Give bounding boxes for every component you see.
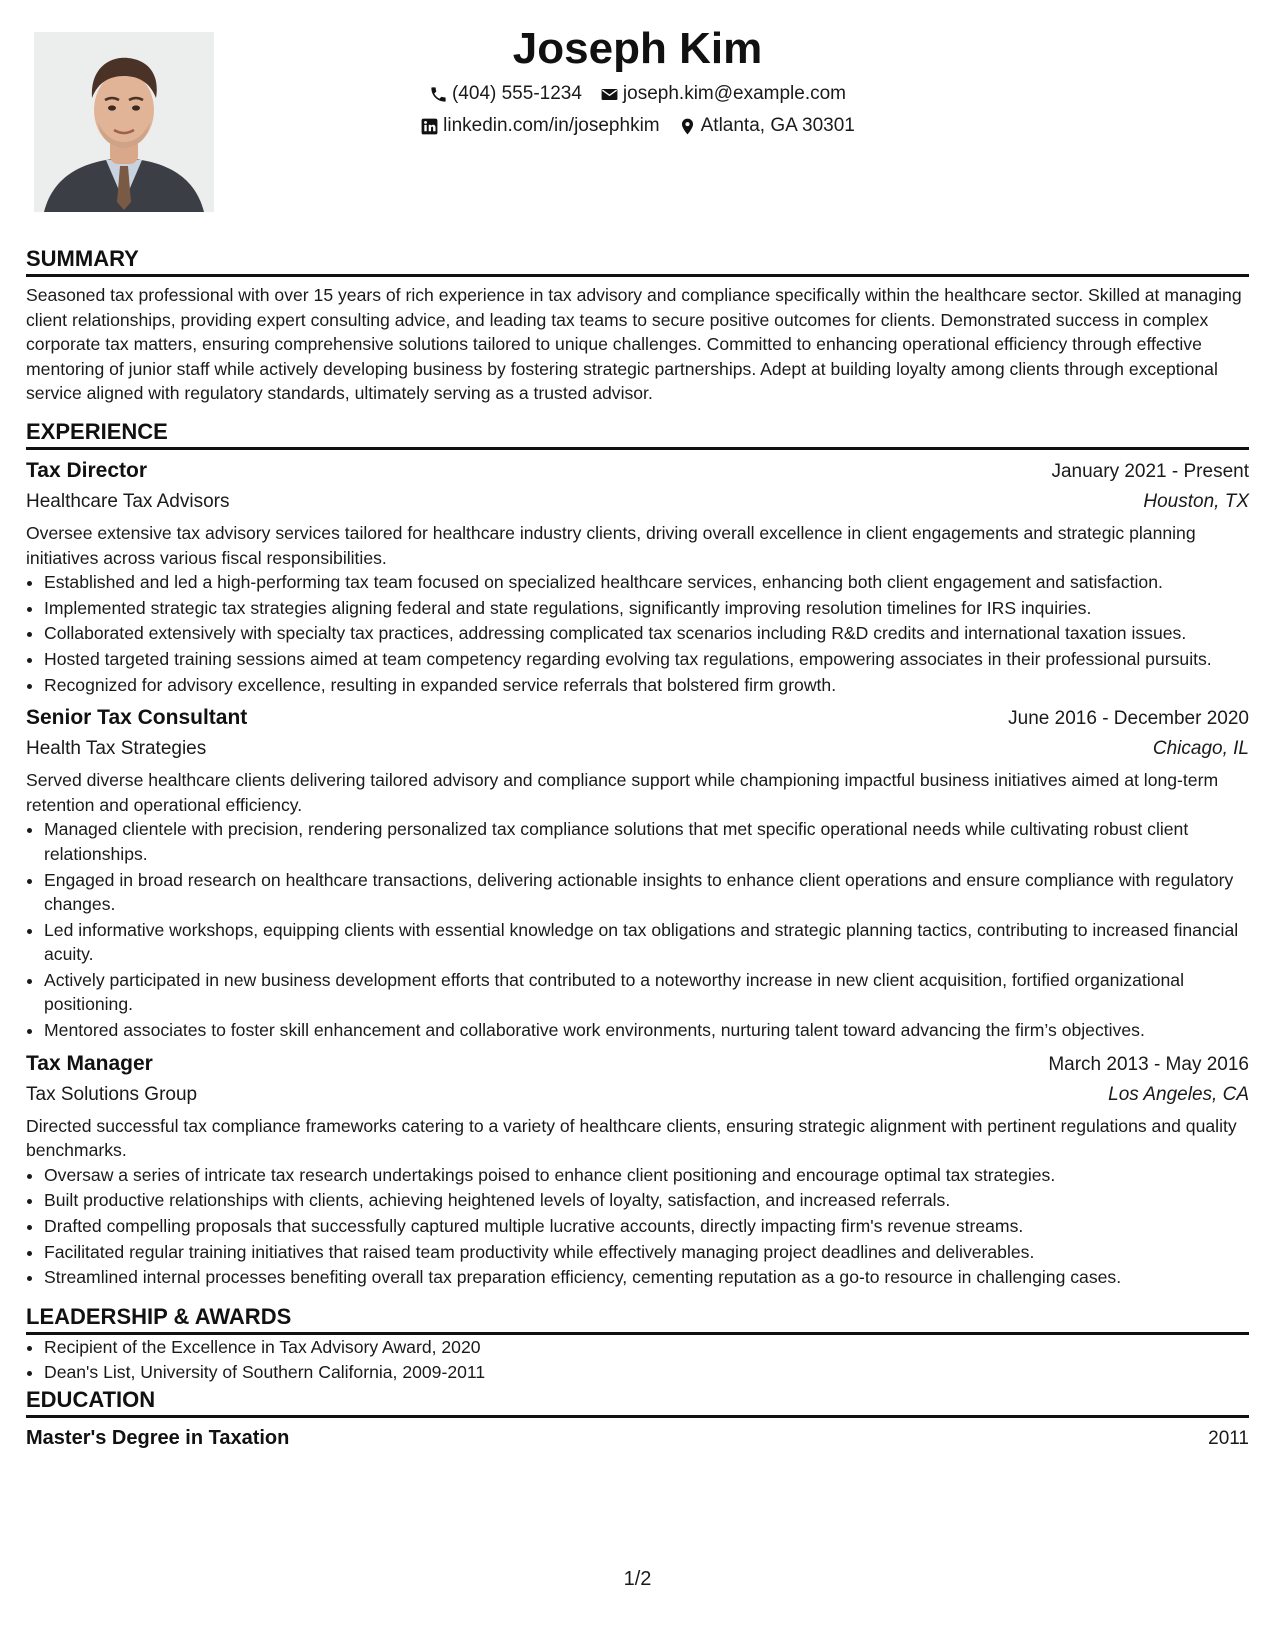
- awards-list: [26, 1335, 1249, 1385]
- contact-linkedin[interactable]: [420, 110, 660, 142]
- phone-text: (404) 555-1234: [451, 83, 582, 104]
- section-title-education: EDUCATION: [26, 1386, 1249, 1418]
- job-bullets: [26, 1163, 1249, 1290]
- job-entry: [26, 456, 1249, 697]
- job-dates: March 2013 - May 2016: [1048, 1053, 1249, 1075]
- bullet-item: • Collaborated extensively with specialty tax practices, addressing complicated tax scenarios including R&D credits and international taxation issues.: [44, 621, 1249, 646]
- map-pin-icon: [678, 117, 697, 136]
- resume-header: [26, 20, 1249, 142]
- job-description: Served diverse healthcare clients delivering tailored advisory and compliance support while championing impactful business initiatives aimed at long-term retention and operational efficiency.: [26, 770, 1219, 815]
- bullet-item: • Drafted compelling proposals that successfully captured multiple lucrative accounts, directly impacting firm's revenue streams.: [44, 1214, 1249, 1239]
- job-location: Houston, TX: [1143, 490, 1249, 512]
- bullet-item: • Built productive relationships with clients, achieving heightened levels of loyalty, satisfaction, and increased referrals.: [44, 1188, 1249, 1213]
- job-company: Healthcare Tax Advisors: [26, 490, 230, 512]
- contact-email[interactable]: [600, 78, 846, 110]
- page-number: 1/2: [623, 1568, 652, 1590]
- contact-location: [678, 110, 855, 142]
- job-bullets: [26, 570, 1249, 697]
- bullet-item: • Engaged in broad research on healthcare transactions, delivering actionable insights to enhance client operations and ensure compliance with regulatory changes.: [44, 868, 1249, 917]
- phone-icon: [429, 85, 448, 104]
- bullet-item: • Mentored associates to foster skill enhancement and collaborative work environments, nurturing talent toward advancing the firm’s objectives.: [44, 1018, 1249, 1043]
- contact-row-2: [26, 110, 1249, 142]
- contact-phone: [429, 78, 582, 110]
- bullet-item: • Managed clientele with precision, rendering personalized tax compliance solutions that met specific operational needs while cultivating robust client relationships.: [44, 817, 1249, 866]
- linkedin-text[interactable]: linkedin.com/in/josephkim: [443, 115, 660, 136]
- award-item: • Dean's List, University of Southern California, 2009-2011: [44, 1360, 1249, 1385]
- summary-text: Seasoned tax professional with over 15 years of rich experience in tax advisory and compliance specifically within the healthcare sector. Skilled at managing client relationships, providing expert consulting advice, and leading tax teams to secure positive outcomes for clients. Demonstrated success in complex corporate tax matters, ensuring comprehensive solutions tailored to unique challenges. Committed to enhancing operational efficiency through effective mentoring of junior staff while actively developing business by fostering strategic partnerships. Adept at building loyalty among clients through exceptional service aligned with regulatory standards, ultimately serving as a trusted advisor.: [26, 285, 1242, 404]
- bullet-item: • Oversaw a series of intricate tax research undertakings poised to enhance client positioning and encourage optimal tax strategies.: [44, 1163, 1249, 1188]
- job-description: Directed successful tax compliance frameworks catering to a variety of healthcare clients, ensuring strategic alignment with pertinent regulations and quality benchmarks.: [26, 1115, 1237, 1161]
- education-degree: Master's Degree in Taxation: [26, 1427, 290, 1449]
- location-text: Atlanta, GA 30301: [700, 115, 855, 136]
- bullet-item: • Established and led a high-performing tax team focused on specialized healthcare services, enhancing both client engagement and satisfaction.: [44, 570, 1249, 595]
- section-title-experience: EXPERIENCE: [26, 418, 1249, 450]
- bullet-item: • Facilitated regular training initiatives that raised team productivity while effectively managing project deadlines and deliverables.: [44, 1240, 1249, 1265]
- job-dates: January 2021 - Present: [1051, 460, 1249, 482]
- education-year: 2011: [1208, 1428, 1249, 1449]
- job-company: Tax Solutions Group: [26, 1083, 198, 1105]
- job-bullets: [26, 817, 1249, 1042]
- section-title-summary: SUMMARY: [26, 245, 1249, 277]
- education-entry: [26, 1424, 1249, 1453]
- bullet-item: • Hosted targeted training sessions aimed at team competency regarding evolving tax regulations, empowering associates in their professional pursuits.: [44, 647, 1249, 672]
- job-location: Chicago, IL: [1152, 738, 1249, 760]
- candidate-name: Joseph Kim: [512, 24, 763, 73]
- section-title-awards: LEADERSHIP & AWARDS: [26, 1303, 1249, 1335]
- job-title: Tax Manager: [26, 1051, 153, 1075]
- bullet-item: • Led informative workshops, equipping clients with essential knowledge on tax obligations and strategic planning tactics, contributing to increased financial acuity.: [44, 918, 1249, 967]
- resume-sections: [26, 245, 1249, 1453]
- job-dates: June 2016 - December 2020: [1008, 708, 1249, 730]
- bullet-item: • Streamlined internal processes benefiting overall tax preparation efficiency, cementing reputation as a go-to resource in challenging cases.: [44, 1265, 1249, 1290]
- envelope-icon: [600, 85, 619, 104]
- bullet-item: • Actively participated in new business development efforts that contributed to a noteworthy increase in new client acquisition, fortified organizational positioning.: [44, 968, 1249, 1017]
- linkedin-icon: [420, 117, 439, 136]
- job-title: Tax Director: [26, 458, 147, 482]
- job-title: Senior Tax Consultant: [26, 706, 248, 730]
- bullet-item: • Recognized for advisory excellence, resulting in expanded service referrals that bolstered firm growth.: [44, 673, 1249, 698]
- bullet-item: • Implemented strategic tax strategies aligning federal and state regulations, significantly improving resolution timelines for IRS inquiries.: [44, 596, 1249, 621]
- job-description: Oversee extensive tax advisory services tailored for healthcare industry clients, driving overall excellence in client engagements and strategic planning initiatives across various fiscal responsibilities.: [26, 522, 1196, 568]
- email-text[interactable]: joseph.kim@example.com: [622, 83, 847, 104]
- job-entry: [26, 703, 1249, 1043]
- contact-row-1: [26, 78, 1249, 110]
- job-location: Los Angeles, CA: [1108, 1083, 1249, 1105]
- award-item: • Recipient of the Excellence in Tax Advisory Award, 2020: [44, 1335, 1249, 1360]
- job-entry: [26, 1049, 1249, 1290]
- job-company: Health Tax Strategies: [26, 738, 207, 760]
